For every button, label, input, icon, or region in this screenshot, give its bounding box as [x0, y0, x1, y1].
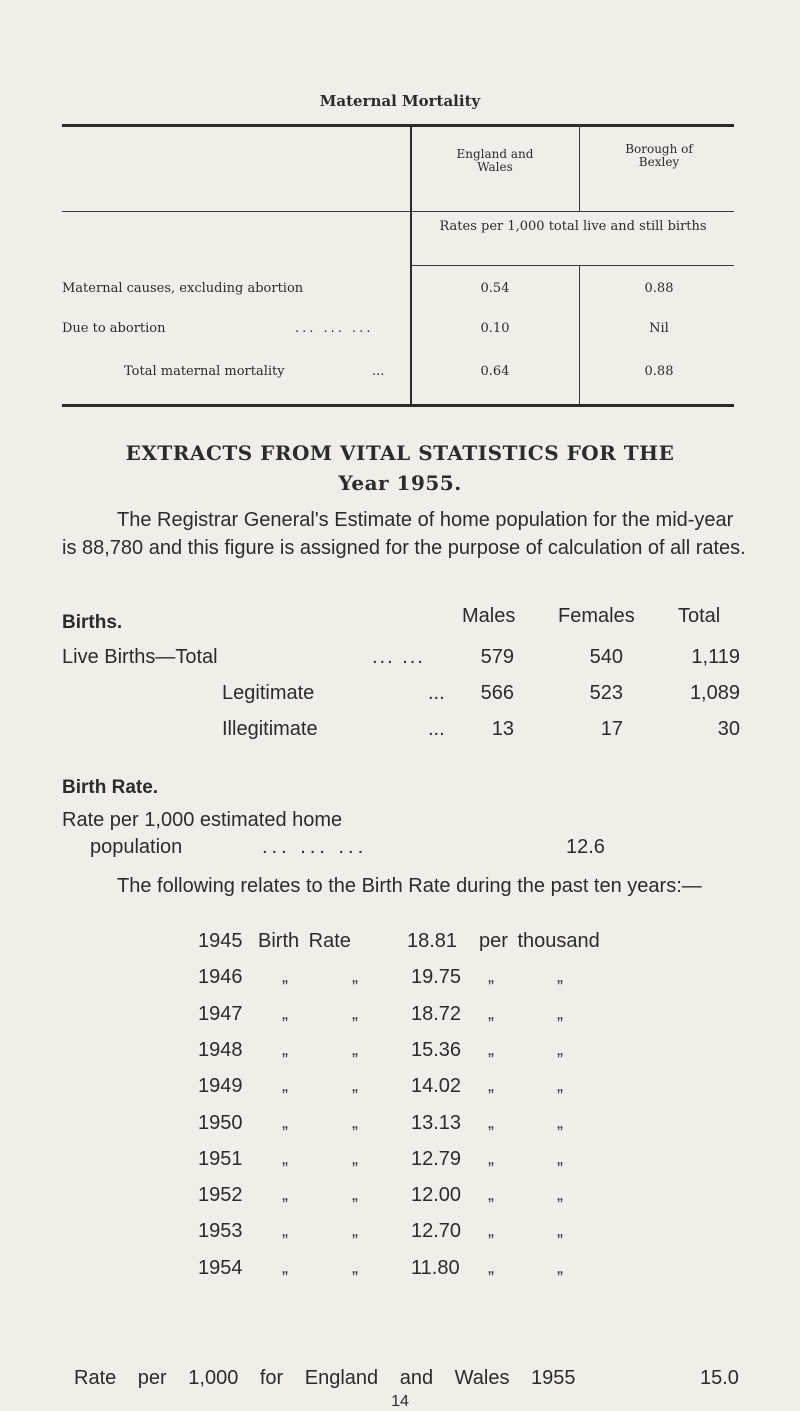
- history-rate: 13.13: [411, 1112, 462, 1134]
- births-col-total: Total: [678, 605, 721, 627]
- history-ditto: „: [557, 1075, 563, 1095]
- births-live-total: 1,119: [691, 646, 740, 668]
- history-ditto: „: [282, 966, 288, 986]
- history-ditto: „: [488, 1112, 494, 1132]
- history-ditto: „: [488, 1039, 494, 1059]
- history-year: 1950: [198, 1112, 243, 1134]
- row-leader-total-maternal: ...: [372, 364, 385, 379]
- ew-maternal-causes: 0.54: [480, 281, 510, 296]
- history-ditto: „: [352, 1257, 358, 1277]
- history-ditto: „: [282, 1257, 288, 1277]
- history-rate: 14.02: [411, 1075, 462, 1097]
- births-col-females: Females: [558, 605, 635, 627]
- extracts-heading-line1: EXTRACTS FROM VITAL STATISTICS FOR THE: [125, 441, 675, 465]
- history-ditto: „: [282, 1148, 288, 1168]
- header-rule: [62, 211, 734, 212]
- row-label-total-maternal: Total maternal mortality: [124, 364, 285, 379]
- col-header-england-wales: England and Wales: [456, 147, 534, 174]
- history-year: 1948: [198, 1039, 243, 1061]
- history-ditto: „: [352, 1148, 358, 1168]
- history-ditto: „: [557, 1184, 563, 1204]
- history-year: 1946: [198, 966, 243, 988]
- history-year: 1947: [198, 1003, 243, 1025]
- births-legit-males: 566: [480, 682, 514, 704]
- history-ditto: „: [557, 966, 563, 986]
- row-label-maternal-causes: Maternal causes, excluding abortion: [62, 281, 304, 296]
- history-ditto: „: [557, 1257, 563, 1277]
- birth-rate-value: 12.6: [566, 836, 605, 858]
- births-live-females: 540: [589, 646, 623, 668]
- history-year: 1953: [198, 1220, 243, 1242]
- table-top-rule: [62, 124, 734, 127]
- births-live-males: 579: [480, 646, 514, 668]
- birth-rate-leader: ... ... ...: [262, 836, 368, 858]
- history-year: 1945: [198, 930, 243, 952]
- ew-abortion: 0.10: [480, 321, 510, 336]
- history-ditto: „: [488, 1184, 494, 1204]
- rates-subheader: Rates per 1,000 total live and still births: [439, 219, 707, 234]
- history-ditto: „: [488, 1075, 494, 1095]
- history-ditto: „: [282, 1220, 288, 1240]
- table-bottom-rule: [62, 404, 734, 407]
- intro-paragraph: The Registrar General's Estimate of home population for the mid-year is 88,780 and this figure is assigned for the purpose of calculation of all rates.: [62, 509, 746, 559]
- births-row-label: Legitimate: [222, 682, 315, 704]
- subheader-rule: [411, 265, 734, 266]
- history-ditto: „: [282, 1039, 288, 1059]
- births-legit-females: 523: [589, 682, 623, 704]
- history-ditto: „: [352, 1184, 358, 1204]
- births-illegit-males: 13: [491, 718, 514, 740]
- bexley-total-maternal: 0.88: [644, 364, 674, 379]
- history-rate: 12.70: [411, 1220, 462, 1242]
- table-divider-header: [579, 124, 580, 211]
- history-ditto: „: [488, 1257, 494, 1277]
- history-ditto: „: [557, 1112, 563, 1132]
- england-wales-rate-value: 15.0: [700, 1367, 739, 1389]
- history-rate: 15.36: [411, 1039, 462, 1061]
- history-rate: 18.81: [407, 930, 458, 952]
- history-year: 1949: [198, 1075, 243, 1097]
- births-legit-total: 1,089: [689, 682, 740, 704]
- births-row-label: Illegitimate: [222, 718, 318, 740]
- history-rate: 11.80: [411, 1257, 460, 1279]
- births-heading: Births.: [62, 612, 123, 633]
- history-label: Birth Rate: [258, 930, 351, 952]
- page-number: 14: [391, 1393, 409, 1410]
- history-ditto: „: [352, 1112, 358, 1132]
- history-rate: 18.72: [411, 1003, 462, 1025]
- history-ditto: „: [352, 1075, 358, 1095]
- births-row-label: Live Births—Total: [62, 646, 218, 668]
- bexley-abortion: Nil: [649, 321, 669, 336]
- history-ditto: „: [282, 1184, 288, 1204]
- births-row-leader: ... ...: [372, 646, 425, 668]
- history-ditto: „: [282, 1003, 288, 1023]
- history-year: 1952: [198, 1184, 243, 1206]
- history-ditto: „: [488, 1003, 494, 1023]
- births-row-leader: ...: [428, 718, 445, 740]
- history-ditto: „: [557, 1220, 563, 1240]
- history-ditto: „: [557, 1003, 563, 1023]
- extracts-heading-line2: Year 1955.: [338, 471, 462, 495]
- history-ditto: „: [557, 1039, 563, 1059]
- history-year: 1954: [198, 1257, 243, 1279]
- bexley-maternal-causes: 0.88: [644, 281, 674, 296]
- england-wales-rate-label: Rate per 1,000 for England and Wales 1955: [74, 1367, 576, 1389]
- table-divider-body: [579, 266, 580, 407]
- history-ditto: „: [488, 1148, 494, 1168]
- history-ditto: „: [488, 1220, 494, 1240]
- ew-total-maternal: 0.64: [480, 364, 510, 379]
- row-label-abortion: Due to abortion: [62, 321, 166, 336]
- history-ditto: „: [352, 1003, 358, 1023]
- births-illegit-total: 30: [717, 718, 740, 740]
- birth-rate-heading: Birth Rate.: [62, 777, 159, 798]
- history-ditto: „: [488, 966, 494, 986]
- history-ditto: „: [557, 1148, 563, 1168]
- history-ditto: „: [282, 1112, 288, 1132]
- col-header-bexley: Borough of Bexley: [625, 142, 693, 169]
- history-ditto: „: [352, 1039, 358, 1059]
- history-year: 1951: [198, 1148, 243, 1170]
- history-rate: 19.75: [411, 966, 462, 988]
- history-ditto: „: [352, 1220, 358, 1240]
- row-leader-abortion: ... ... ...: [295, 321, 374, 336]
- history-ditto: „: [352, 966, 358, 986]
- birth-rate-label-line2: population: [90, 836, 183, 858]
- births-illegit-females: 17: [600, 718, 623, 740]
- births-row-leader: ...: [428, 682, 445, 704]
- births-col-males: Males: [462, 605, 516, 627]
- maternal-mortality-title: Maternal Mortality: [319, 92, 481, 110]
- history-ditto: „: [282, 1075, 288, 1095]
- birth-rate-label-line1: Rate per 1,000 estimated home: [62, 809, 343, 831]
- history-unit: per thousand: [479, 930, 600, 952]
- history-rate: 12.79: [411, 1148, 462, 1170]
- history-intro: The following relates to the Birth Rate during the past ten years:—: [117, 875, 702, 897]
- history-rate: 12.00: [411, 1184, 462, 1206]
